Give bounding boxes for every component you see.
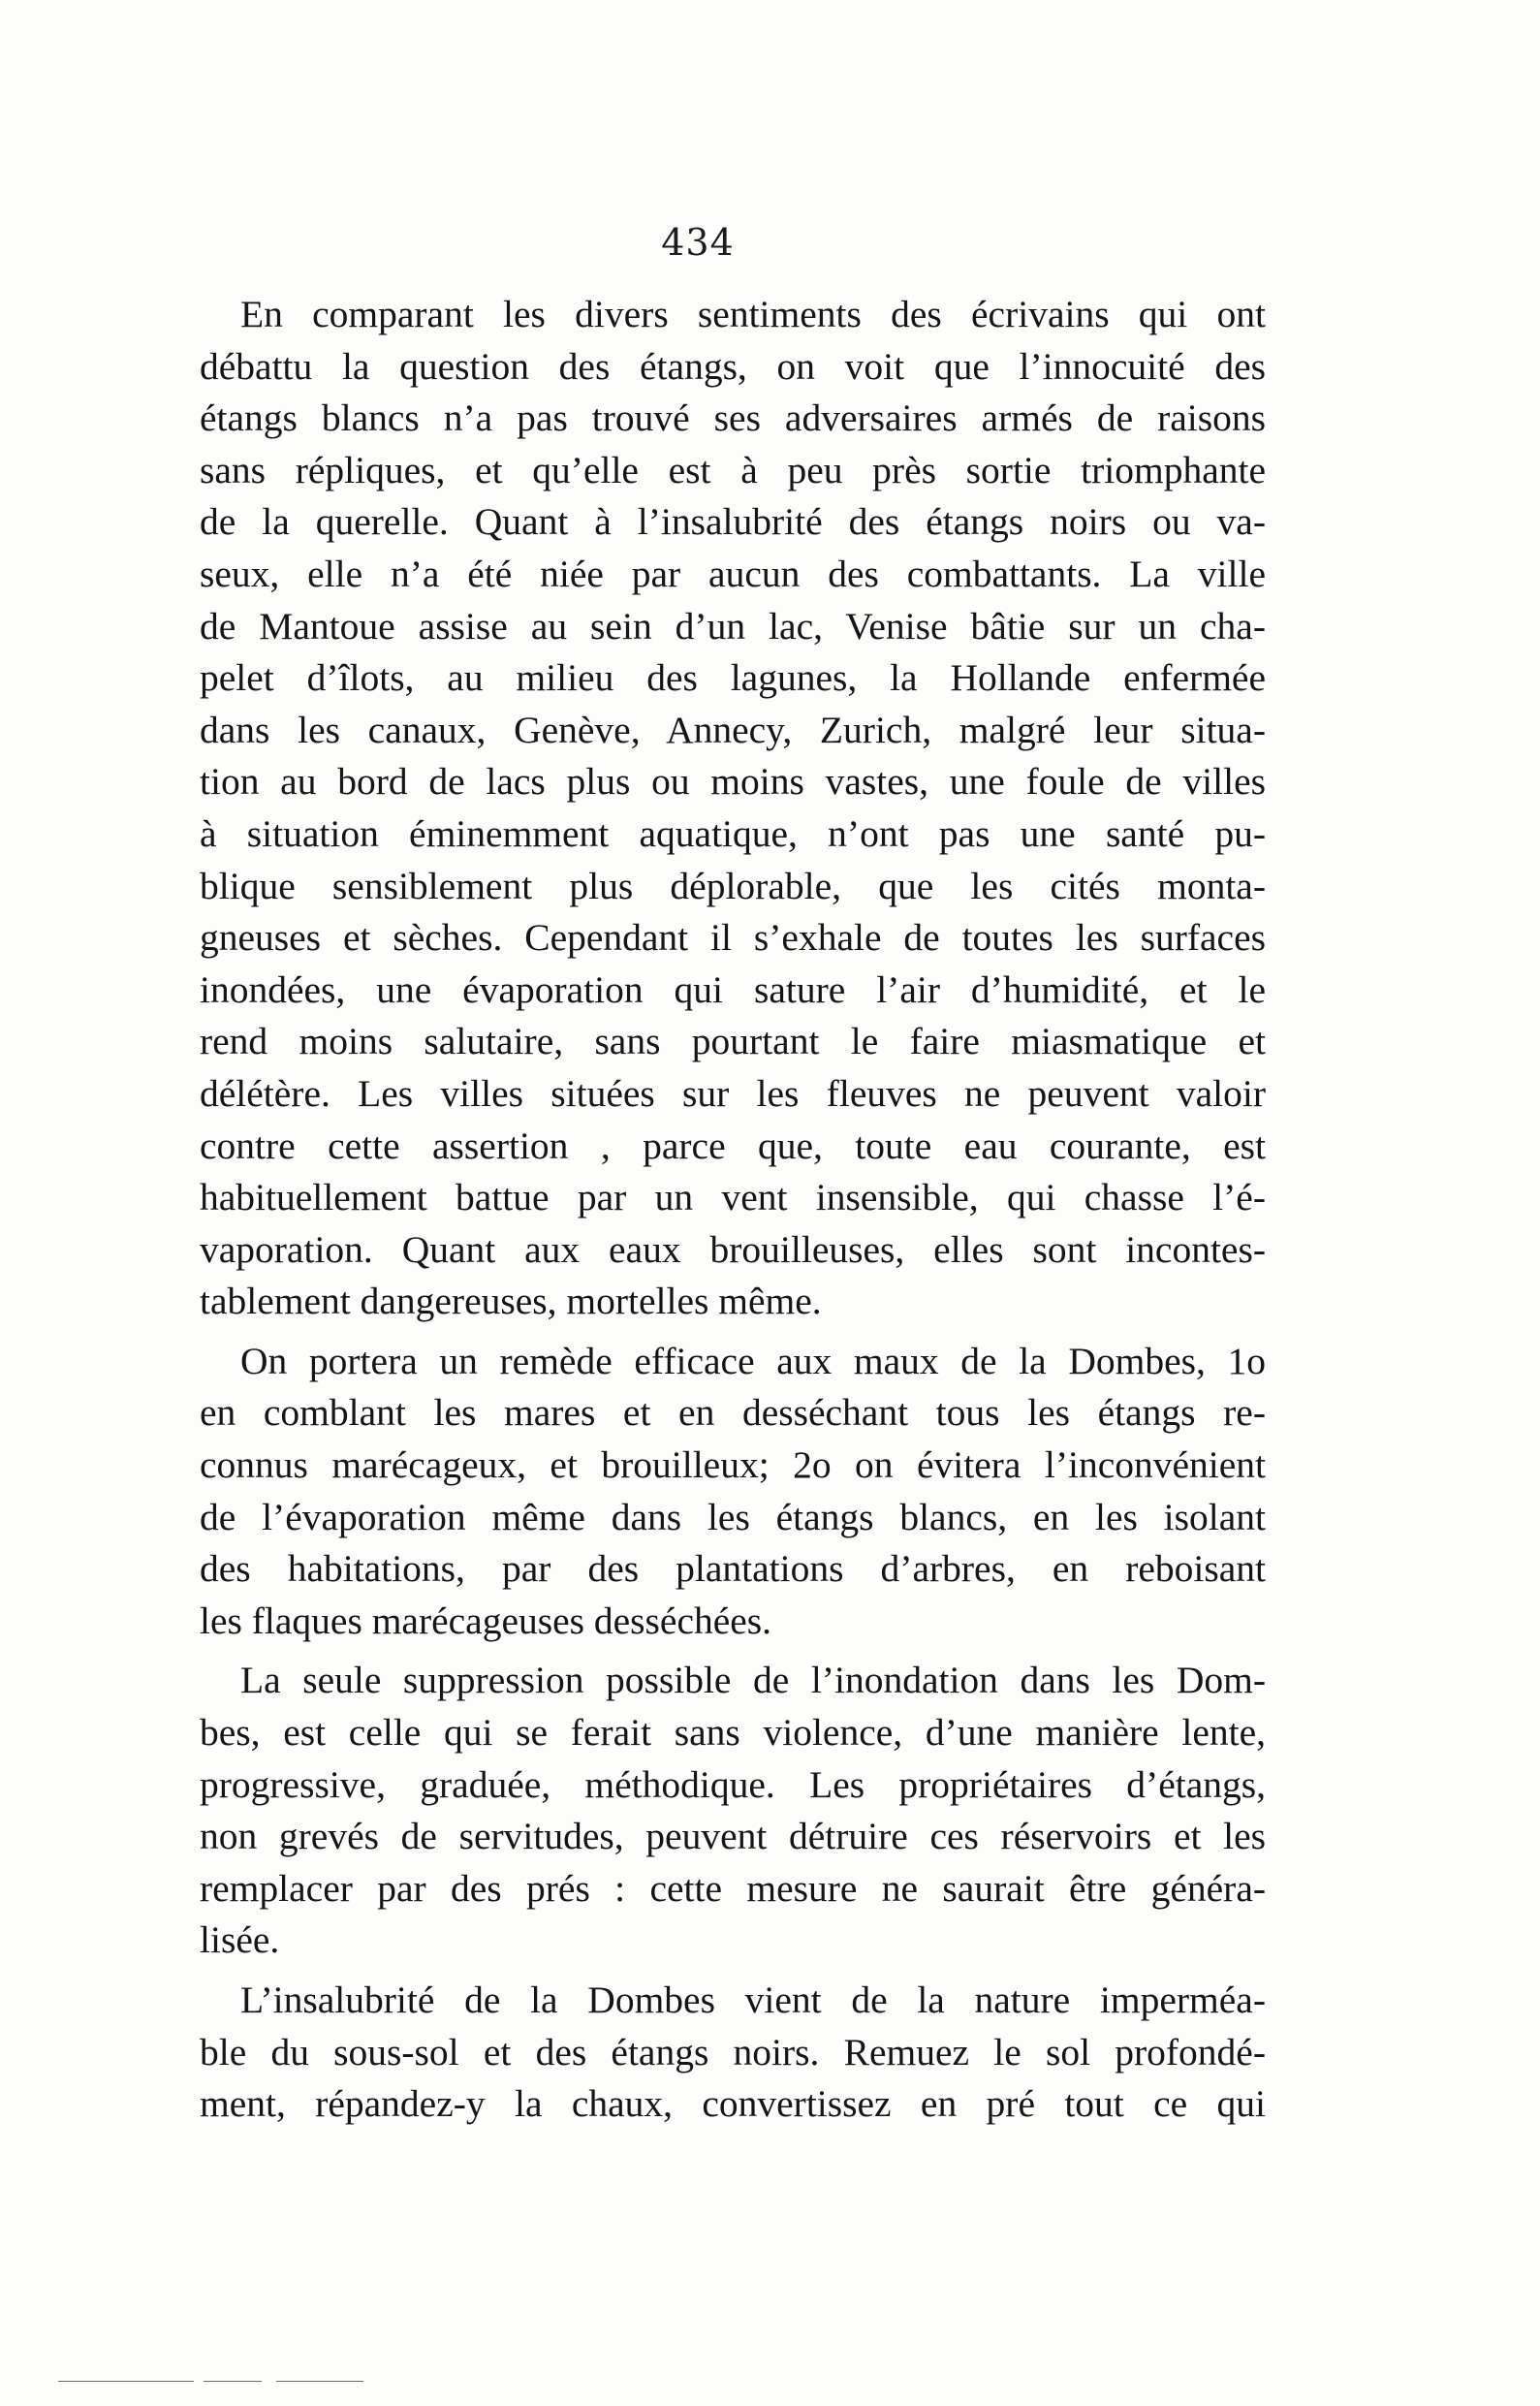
text-line: dans les canaux, Genève, Annecy, Zurich, malgré leur situa- (200, 708, 1266, 751)
text-line: seux, elle n’a été niée par aucun des combattants. La ville (200, 552, 1266, 595)
text-line: connus marécageux, et brouilleux; 2o on évitera l’inconvénient (200, 1443, 1266, 1487)
text-line: progressive, graduée, méthodique. Les propriétaires d’étangs, (200, 1762, 1266, 1806)
text-line: de Mantoue assise au sein d’un lac, Venise bâtie sur un cha- (200, 604, 1266, 648)
text-line: débattu la question des étangs, on voit que l’innocuité des (200, 344, 1266, 388)
text-line: L’insalubrité de la Dombes vient de la nature imperméa- (240, 1979, 1266, 2021)
text-line: étangs blancs n’a pas trouvé ses adversaires armés de raisons (200, 396, 1266, 440)
text-line: vaporation. Quant aux eaux brouilleuses, elles sont incontes- (200, 1227, 1266, 1271)
text-line: de la querelle. Quant à l’insalubrité des étangs noirs ou va- (200, 500, 1266, 544)
text-line: On portera un remède efficace aux maux de la Dombes, 1o (240, 1339, 1266, 1382)
text-line: les flaques marécageuses desséchées. (200, 1599, 772, 1642)
footer-rule-middle (204, 2381, 262, 2382)
text-line: délétère. Les villes situées sur les fleuves ne peuvent valoir (200, 1071, 1266, 1115)
text-line: des habitations, par des plantations d’arbres, en reboisant (200, 1547, 1266, 1591)
footer-rule-right (276, 2381, 363, 2382)
text-line: blique sensiblement plus déplorable, que les cités monta- (200, 864, 1266, 907)
text-line: de l’évaporation même dans les étangs blancs, en les isolant (200, 1495, 1266, 1538)
text-line: en comblant les mares et en desséchant tous les étangs re- (200, 1391, 1266, 1435)
text-line: ment, répandez-y la chaux, convertissez en pré tout ce qui (200, 2082, 1266, 2126)
text-line: tablement dangereuses, mortelles même. (200, 1280, 822, 1323)
text-line: sans répliques, et qu’elle est à peu près sortie triomphante (200, 448, 1266, 491)
text-line: habituellement battue par un vent insensible, qui chasse l’é- (200, 1176, 1266, 1219)
body-text (200, 289, 1266, 2131)
paragraph-3 (200, 1655, 1266, 1967)
text-line: inondées, une évaporation qui sature l’air d’humidité, et le (200, 967, 1266, 1011)
paragraph-4 (200, 1975, 1266, 2131)
paragraph-1 (200, 289, 1266, 1328)
page-number: 434 (661, 221, 735, 264)
text-line: à situation éminemment aquatique, n’ont pas une santé pu- (200, 811, 1266, 855)
text-line: remplacer par des prés : cette mesure ne saurait être généra- (200, 1866, 1266, 1910)
text-line: non grevés de servitudes, peuvent détruire ces réservoirs et les (200, 1815, 1266, 1858)
footer-rule-left (58, 2381, 194, 2382)
text-line: gneuses et sèches. Cependant il s’exhale de toutes les surfaces (200, 916, 1266, 960)
text-line: lisée. (200, 1918, 280, 1962)
paragraph-2 (200, 1336, 1266, 1648)
text-line: En comparant les divers sentiments des écrivains qui ont (240, 293, 1266, 335)
text-line: tion au bord de lacs plus ou moins vastes, une foule de villes (200, 760, 1266, 804)
text-line: contre cette assertion , parce que, toute eau courante, est (200, 1124, 1266, 1167)
text-line: La seule suppression possible de l’inondation dans les Dom- (240, 1659, 1266, 1702)
text-line: ble du sous-sol et des étangs noirs. Remuez le sol profondé- (200, 2030, 1266, 2074)
text-line: pelet d’îlots, au milieu des lagunes, la Hollande enfermée (200, 656, 1266, 700)
text-line: bes, est celle qui se ferait sans violence, d’une manière lente, (200, 1711, 1266, 1755)
text-line: rend moins salutaire, sans pourtant le faire miasmatique et (200, 1020, 1266, 1063)
